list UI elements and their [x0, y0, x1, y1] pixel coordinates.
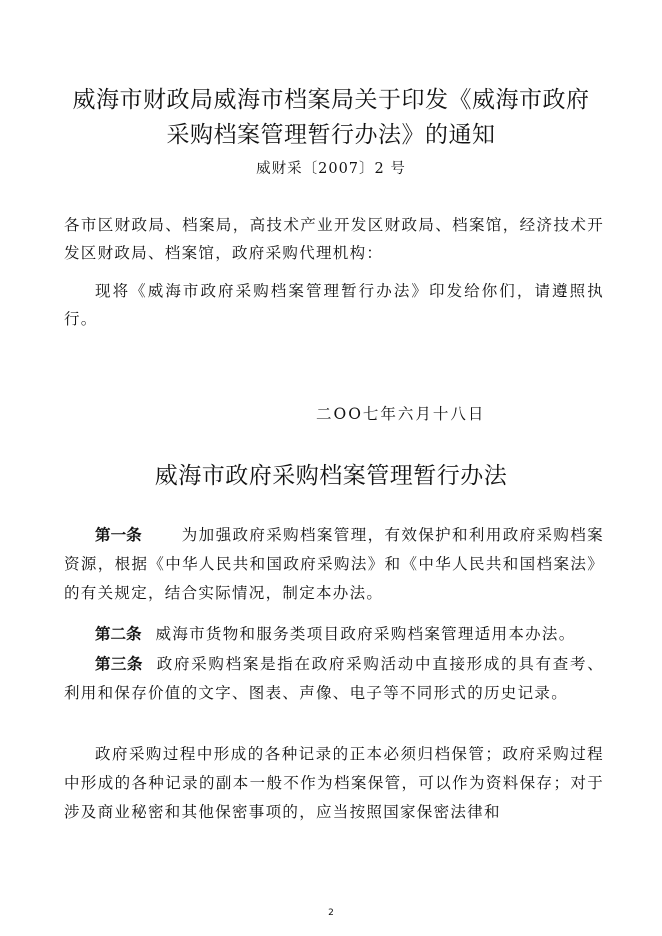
addressees-paragraph: 各市区财政局、档案局，高技术产业开发区财政局、档案馆，经济技术开发区财政局、档案馆，政府采购代理机构： [64, 216, 604, 262]
regulation-title: 威海市政府采购档案管理暂行办法 [154, 463, 508, 489]
article-1-label: 第一条 [95, 526, 142, 544]
article-1 [64, 521, 604, 608]
article-2-text: 威海市货物和服务类项目政府采购档案管理适用本办法。 [155, 625, 576, 643]
document-number: 威财采〔2007〕2 号 [256, 161, 406, 177]
article-1-text: 为加强政府采购档案管理，有效保护和利用政府采购档案资源，根据《中华人民共和国政府采购法》和《中华人民共和国档案法》的有关规定，结合实际情况，制定本办法。 [64, 526, 604, 602]
article-3-text: 政府采购档案是指在政府采购活动中直接形成的具有查考、利用和保存价值的文字、图表、声像、电子等不同形式的历史记录。 [64, 655, 604, 702]
issue-date: 二OO七年六月十八日 [316, 405, 486, 423]
article-2 [64, 620, 604, 649]
notice-body-paragraph: 现将《威海市政府采购档案管理暂行办法》印发给你们，请遵照执行。 [64, 282, 604, 328]
article-3-paragraph: 政府采购过程中形成的各种记录的正本必须归档保管；政府采购过程中形成的各种记录的副本一般不作为档案保管，可以作为资料保存；对于涉及商业秘密和其他保密事项的，应当按照国家保密法律和 [64, 745, 604, 821]
article-3-label: 第三条 [95, 655, 143, 673]
article-2-label: 第二条 [95, 625, 142, 643]
notice-title-line-1: 威海市财政局威海市档案局关于印发《威海市政府 [72, 87, 590, 113]
article-3 [64, 650, 604, 708]
page-number: 2 [328, 908, 334, 918]
notice-title-line-2: 采购档案管理暂行办法》的通知 [166, 122, 496, 148]
